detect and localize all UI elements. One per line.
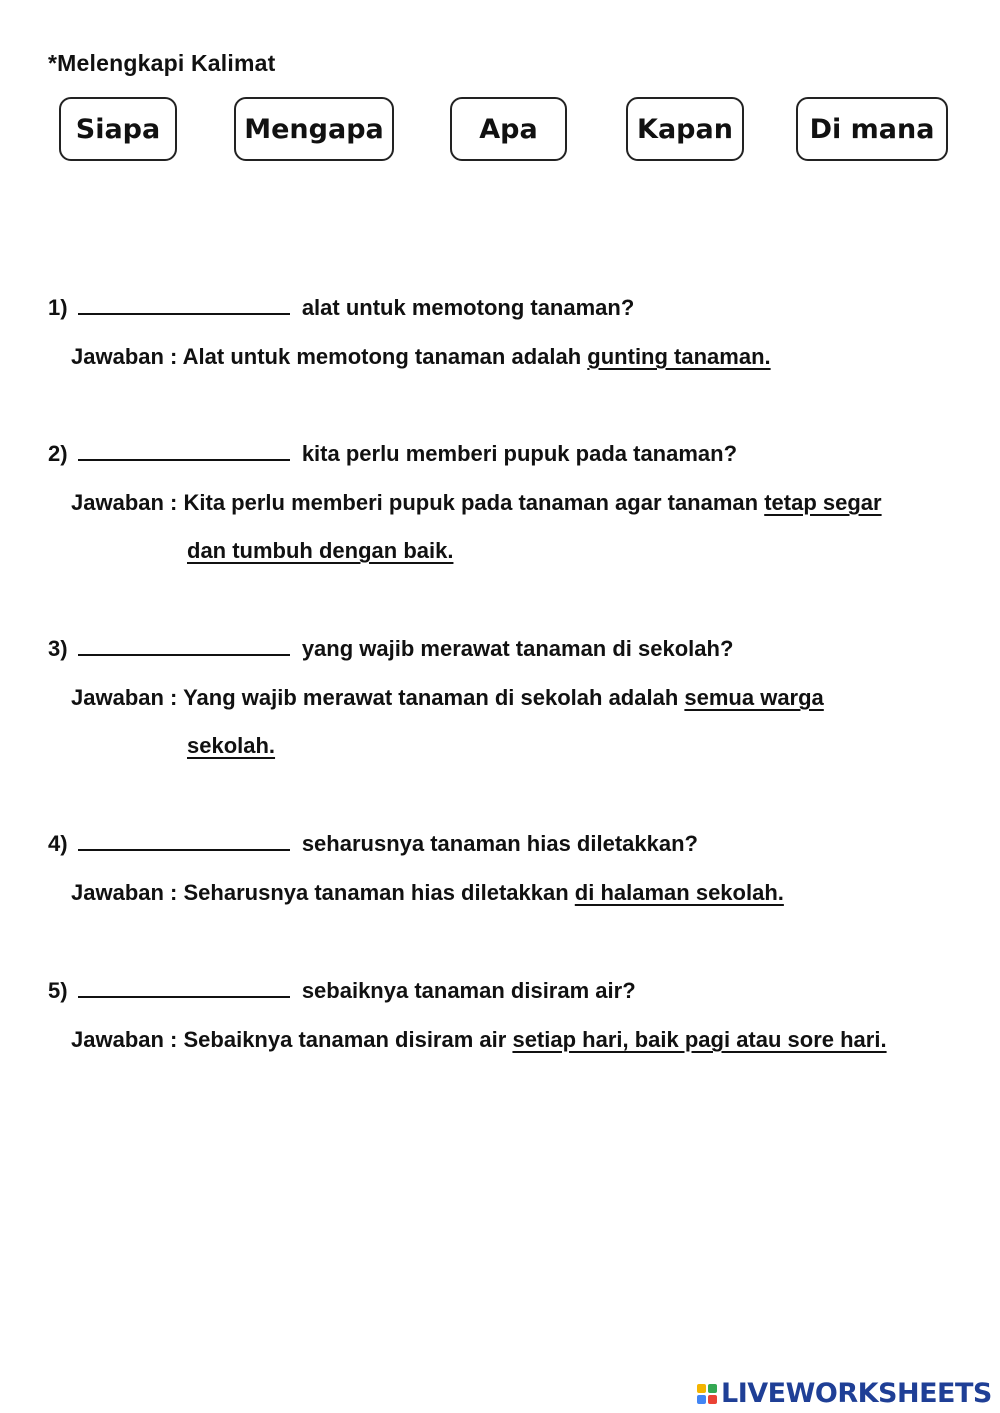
question-1 [48,295,634,321]
answer-label: Jawaban : [71,1027,178,1052]
logo-mark-icon [697,1384,717,1404]
logo-text: LIVEWORKSHEETS [721,1378,992,1409]
word-bank-apa[interactable]: Apa [450,97,567,161]
answer-key-continued-2: dan tumbuh dengan baik. [187,538,454,563]
answer-1 [71,344,771,370]
answer-blank-3[interactable] [78,636,290,656]
answer-text: Sebaiknya tanaman disiram air [183,1027,507,1052]
question-number: 3) [48,636,68,661]
answer-4 [71,880,784,906]
word-bank-kapan[interactable]: Kapan [626,97,744,161]
answer-blank-5[interactable] [78,978,290,998]
question-2 [48,441,737,467]
answer-key: di halaman sekolah. [574,880,784,905]
question-prompt: yang wajib merawat tanaman di sekolah? [301,636,734,661]
answer-key: gunting tanaman. [587,344,771,369]
logo-square-1 [697,1384,706,1393]
logo-square-3 [697,1395,706,1404]
answer-blank-2[interactable] [78,441,290,461]
question-number: 5) [48,978,68,1003]
word-bank-di-mana[interactable]: Di mana [796,97,948,161]
answer-blank-1[interactable] [78,295,290,315]
answer-key: tetap segar [764,490,882,515]
answer-key: semua warga [684,685,824,710]
answer-text: Yang wajib merawat tanaman di sekolah adalah [183,685,679,710]
answer-2 [71,490,882,516]
question-prompt: kita perlu memberi pupuk pada tanaman? [301,441,738,466]
liveworksheets-logo[interactable] [697,1378,992,1409]
word-bank-siapa[interactable]: Siapa [59,97,177,161]
heading: *Melengkapi Kalimat [48,50,276,76]
logo-square-2 [708,1384,717,1393]
answer-key-continued-3: sekolah. [187,733,276,758]
answer-label: Jawaban : [71,344,178,369]
answer-label: Jawaban : [71,880,178,905]
answer-label: Jawaban : [71,490,178,515]
answer-5 [71,1027,887,1053]
question-number: 1) [48,295,68,320]
question-5 [48,978,636,1004]
answer-3 [71,685,824,711]
answer-text: Kita perlu memberi pupuk pada tanaman agar tanaman [183,490,759,515]
question-number: 4) [48,831,68,856]
question-prompt: seharusnya tanaman hias diletakkan? [301,831,698,856]
question-3 [48,636,733,662]
word-bank-mengapa[interactable]: Mengapa [234,97,394,161]
question-4 [48,831,698,857]
answer-text: Seharusnya tanaman hias diletakkan [183,880,569,905]
question-prompt: sebaiknya tanaman disiram air? [301,978,636,1003]
question-number: 2) [48,441,68,466]
logo-square-4 [708,1395,717,1404]
answer-key: setiap hari, baik pagi atau sore hari. [512,1027,887,1052]
answer-label: Jawaban : [71,685,178,710]
question-prompt: alat untuk memotong tanaman? [301,295,635,320]
answer-text: Alat untuk memotong tanaman adalah [182,344,582,369]
answer-blank-4[interactable] [78,831,290,851]
